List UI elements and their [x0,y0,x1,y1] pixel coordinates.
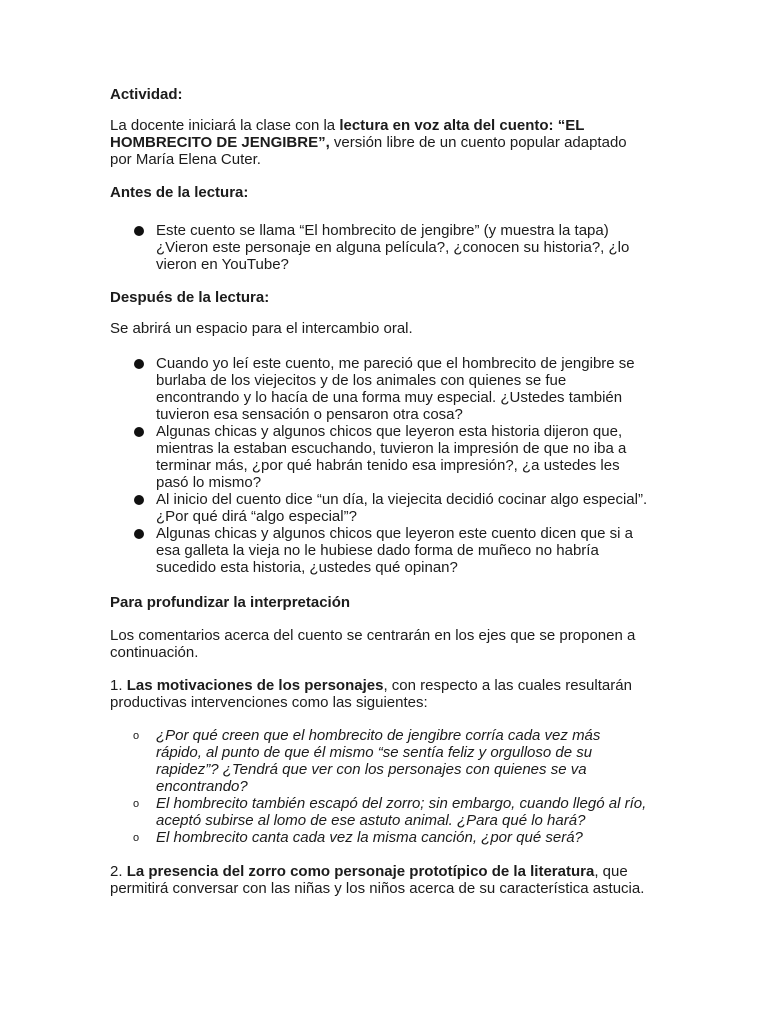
axis-1-text: , con respecto a las cuales resultarán productivas intervenciones como las siguientes: [110,677,632,711]
list-item-text: Al inicio del cuento dice “un día, la viejecita decidió cocinar algo especial”. ¿Por qué dirá “algo especial”? [156,491,648,525]
list-item [133,727,650,795]
bullet-icon [134,226,144,236]
list-item-text: Algunas chicas y algunos chicos que leyeron esta historia dijeron que, mientras la estaban escuchando, tuvieron la impresión de que no iba a terminar más, ¿por qué habrán tenido esa impresión?, ¿a ustedes les pasó lo mismo? [156,423,627,491]
list-item [133,829,650,846]
deepen-intro: Los comentarios acerca del cuento se centrarán en los ejes que se proponen a continuación. [110,627,636,661]
axis-2-number: 2. [110,863,127,880]
axis-1-number: 1. [110,677,127,694]
after-reading-heading: Después de la lectura: [110,289,270,306]
list-item-text: ¿Por qué creen que el hombrecito de jengibre corría cada vez más rápido, al punto de que él mismo “se sentía feliz y orgulloso de su rapidez”? ¿Tendrá que ver con los personajes con quienes se va encontrando? [156,727,601,795]
circle-bullet-icon: o [133,730,140,742]
list-item-text: El hombrecito canta cada vez la misma canción, ¿por qué será? [156,829,583,846]
axis-2-text: , que permitirá conversar con las niñas y los niños acerca de su característica astucia. [110,863,645,897]
list-item [156,355,650,423]
activity-intro [110,117,650,168]
list-item [156,423,650,491]
activity-heading: Actividad: [110,86,183,103]
circle-bullet-icon: o [133,832,140,844]
deepen-heading: Para profundizar la interpretación [110,594,351,611]
document-body [110,86,650,897]
intro-text: La docente iniciará la clase con la [110,117,340,134]
axis-1-title: Las motivaciones de los personajes [126,677,384,694]
list-item [156,491,650,525]
list-item [133,795,650,829]
list-item-text: El hombrecito también escapó del zorro; sin embargo, cuando llegó al río, aceptó subirse al lomo de ese astuto animal. ¿Para qué lo hará? [156,795,647,829]
bullet-icon [134,529,144,539]
axis-1-questions [110,727,650,846]
after-reading-list [110,355,650,576]
list-item-text: Algunas chicas y algunos chicos que leyeron este cuento dicen que si a esa galleta la vieja no le hubiese dado forma de muñeco no habría sucedido esta historia, ¿ustedes qué opinan? [156,525,633,576]
axis-2 [110,863,650,897]
before-reading-heading: Antes de la lectura: [110,184,249,201]
intro-bold-text: lectura en voz alta del cuento: “EL HOMBRECITO DE JENGIBRE”, [110,117,585,151]
list-item-text: Este cuento se llama “El hombrecito de jengibre” (y muestra la tapa) ¿Vieron este personaje en alguna película?, ¿conocen su historia?, ¿lo vieron en YouTube? [156,222,630,273]
list-item [156,222,650,273]
before-reading-list [110,222,650,273]
axis-1 [110,677,650,711]
bullet-icon [134,359,144,369]
list-item-text: Cuando yo leí este cuento, me pareció que el hombrecito de jengibre se burlaba de los viejecitos y de los animales con quienes se fue encontrando y lo hacía de una forma muy especial. ¿Ustedes también tuvieron esa sensación o pensaron otra cosa? [156,355,635,423]
list-item [156,525,650,576]
circle-bullet-icon: o [133,798,140,810]
after-reading-intro: Se abrirá un espacio para el intercambio oral. [110,320,413,337]
bullet-icon [134,495,144,505]
bullet-icon [134,427,144,437]
intro-text-end: versión libre de un cuento popular adaptado por María Elena Cuter. [110,134,627,168]
axis-2-title: La presencia del zorro como personaje prototípico de la literatura [126,863,595,880]
